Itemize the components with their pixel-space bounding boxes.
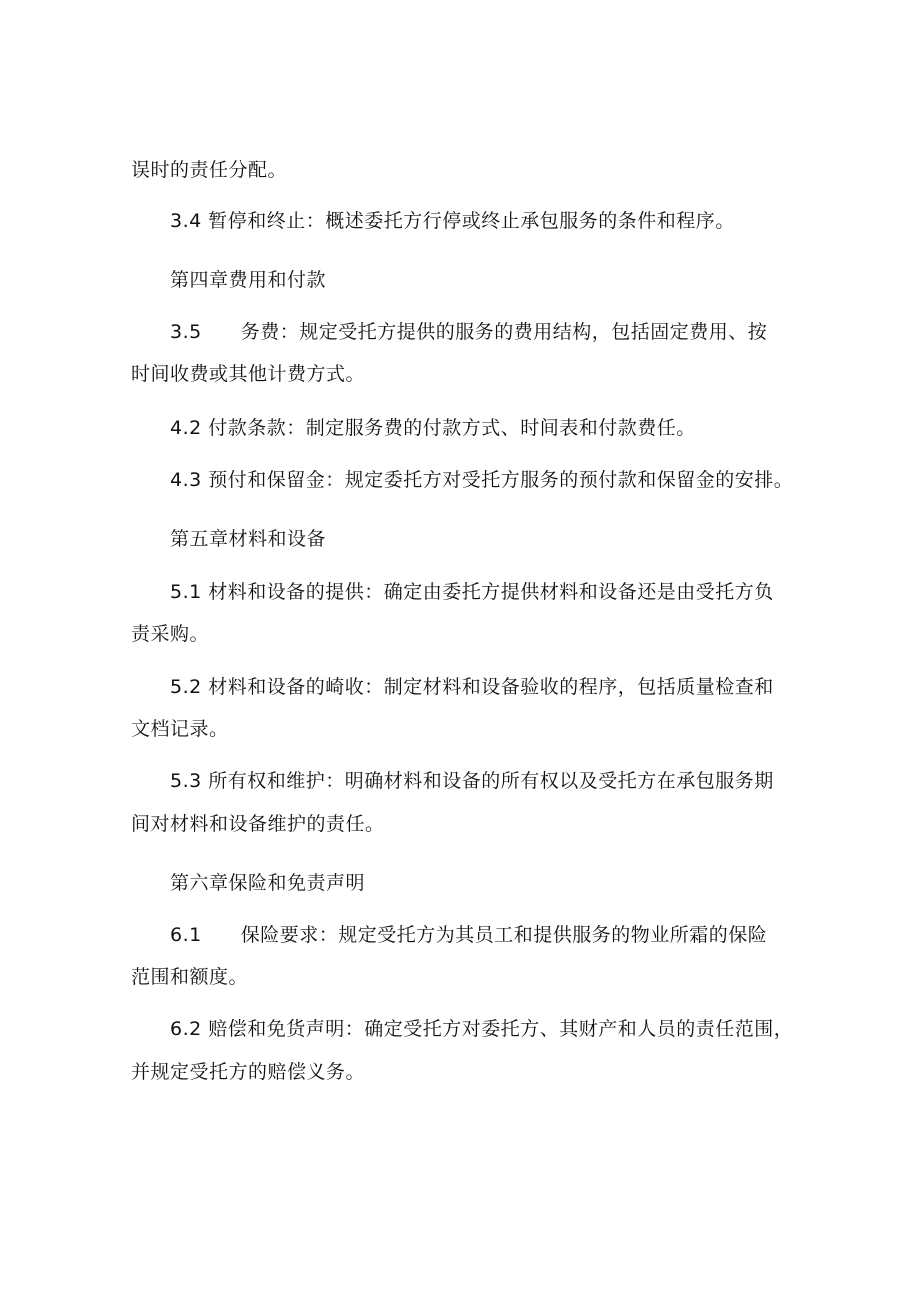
section-3-5-line-2: 时间收费或其他计费方式。: [131, 363, 366, 385]
section-5-3-line-1: 5.3 所有权和维护：明确材料和设备的所有权以及受托方在承包服务期: [170, 770, 774, 792]
section-5-2-line-1: 5.2 材料和设备的崎收：制定材料和设备验收的程序，包括质量检查和: [170, 676, 774, 698]
chapter-4-heading: 第四章费用和付款: [170, 269, 327, 291]
chapter-5-heading: 第五章材料和设备: [170, 528, 327, 550]
section-6-2-line-1: 6.2 赔偿和免货声明：确定受托方对委托方、其财产和人员的责任范围，: [170, 1018, 794, 1040]
section-5-2-line-2: 文档记录。: [131, 718, 229, 740]
paragraph-continuation: 误时的责任分配。: [131, 159, 288, 181]
section-3-4: 3.4 暂停和终止：概述委托方行停或终止承包服务的条件和程序。: [170, 210, 735, 232]
section-6-1-line-1: 6.1 保险要求：规定受托方为其员工和提供服务的物业所霜的保险: [170, 924, 768, 946]
section-6-2-line-2: 并规定受托方的赔偿义务。: [131, 1061, 366, 1083]
section-3-5-line-1: 3.5 务费：规定受托方提供的服务的费用结构，包括固定费用、按: [170, 321, 768, 343]
section-5-1-line-2: 责采购。: [131, 623, 210, 645]
section-5-3-line-2: 间对材料和设备维护的责任。: [131, 813, 385, 835]
section-4-2: 4.2 付款条款：制定服务费的付款方式、时间表和付款费任。: [170, 417, 696, 439]
chapter-6-heading: 第六章保险和免责声明: [170, 872, 366, 894]
section-5-1-line-1: 5.1 材料和设备的提供：确定由委托方提供材料和设备还是由受托方负: [170, 581, 774, 603]
section-6-1-line-2: 范围和额度。: [131, 966, 249, 988]
section-4-3: 4.3 预付和保留金：规定委托方对受托方服务的预付款和保留金的安排。: [170, 469, 794, 491]
